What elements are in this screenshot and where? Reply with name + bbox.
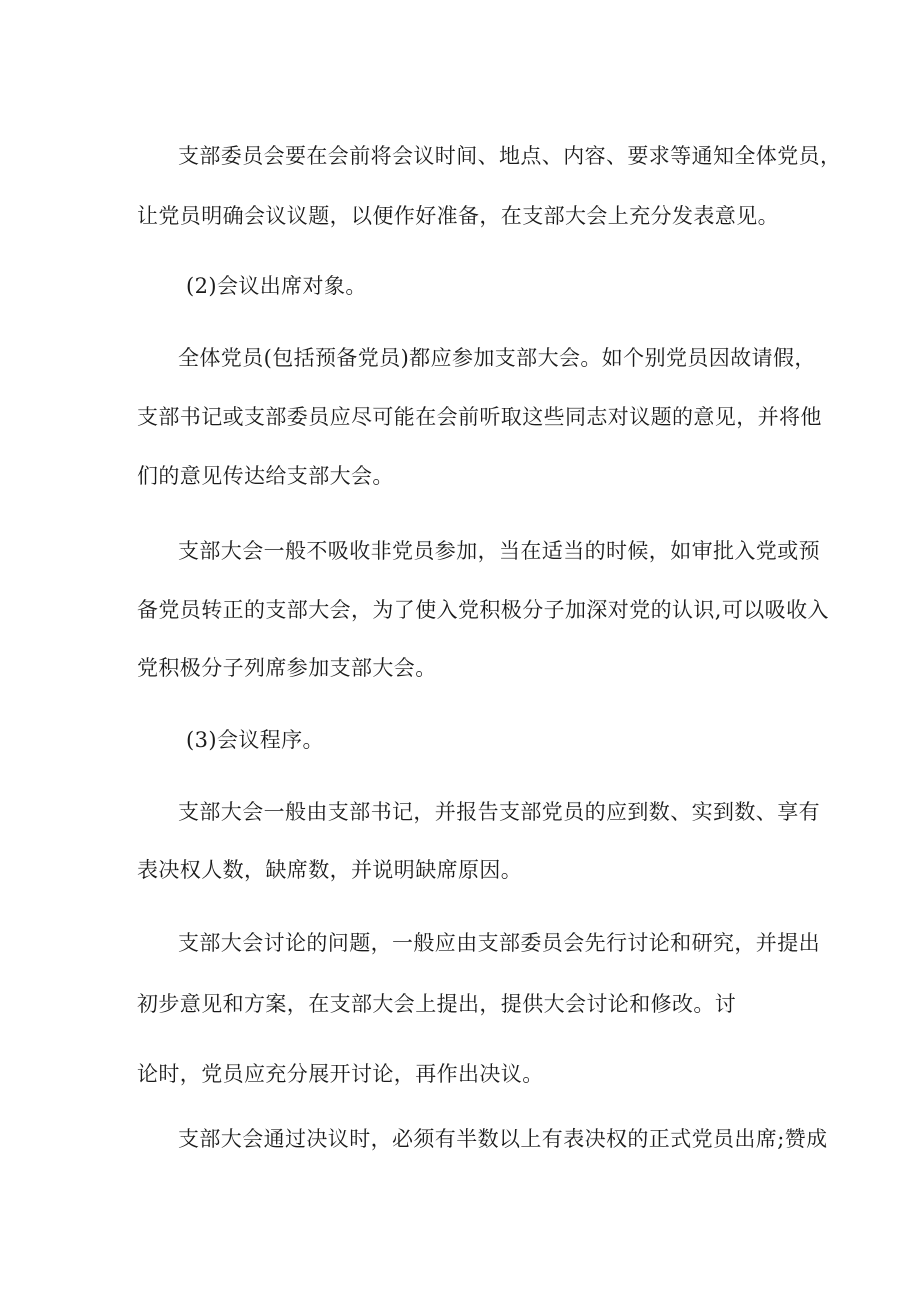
text-line: 党积极分子列席参加支部大会。 xyxy=(137,656,437,680)
text-line: 备党员转正的支部大会，为了使入党积极分子加深对党的认识,可以吸收入 xyxy=(137,598,829,622)
text-line: 支部大会一般不吸收非党员参加，当在适当的时候，如审批入党或预 xyxy=(178,539,820,563)
text-line: 支部书记或支部委员应尽可能在会前听取这些同志对议题的意见，并将他 xyxy=(137,405,822,429)
text-line: 支部大会通过决议时，必须有半数以上有表决权的正式党员出席;赞成 xyxy=(178,1127,828,1151)
text-line: 支部大会一般由支部书记，并报告支部党员的应到数、实到数、享有 xyxy=(178,800,820,824)
section-heading: (2)会议出席对象。 xyxy=(186,274,367,298)
text-line: 全体党员(包括预备党员)都应参加支部大会。如个别党员因故请假， xyxy=(178,346,816,370)
text-line: 表决权人数，缺席数，并说明缺席原因。 xyxy=(137,858,523,882)
text-line: 支部大会讨论的问题，一般应由支部委员会先行讨论和研究，并提出 xyxy=(178,931,820,955)
text-line: 支部委员会要在会前将会议时间、地点、内容、要求等通知全体党员， xyxy=(178,144,842,168)
section-heading: (3)会议程序。 xyxy=(186,728,324,752)
text-line: 论时，党员应充分展开讨论，再作出决议。 xyxy=(137,1062,544,1086)
text-line: 让党员明确会议议题，以便作好准备，在支部大会上充分发表意见。 xyxy=(137,204,779,228)
text-line: 初步意见和方案，在支部大会上提出，提供大会讨论和修改。讨 xyxy=(137,992,737,1016)
text-line: 们的意见传达给支部大会。 xyxy=(137,464,394,488)
